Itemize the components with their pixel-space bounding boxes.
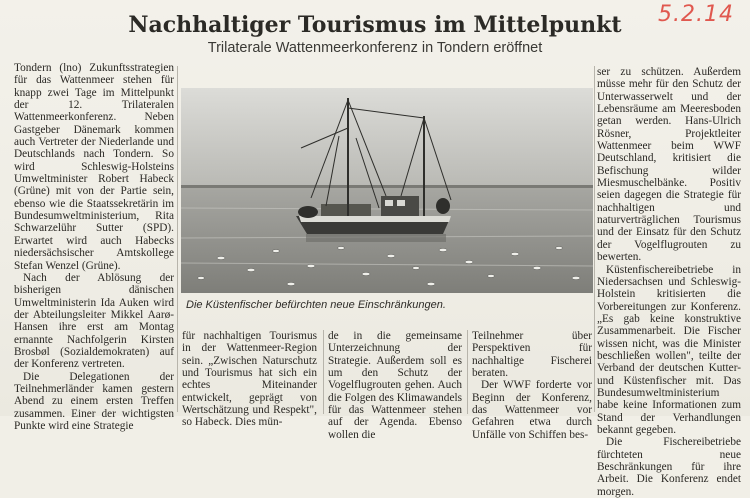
article-column-2: für nachhaltigen Tourismus in der Wattenmeer-Region sein. „Zwischen Naturschutz und Tourismus hat sich ein echtes Miteinander entwickelt, geprägt von Wertschätzung und Respekt", so Habeck. Dies mün- [182,330,317,429]
paragraph: Teilnehmer über Perspektiven für nachhaltige Fischerei beraten. [472,330,592,380]
article-column-1 [14,62,174,432]
paragraph: ser zu schützen. Außerdem müsse mehr für den Schutz der Unterwasserwelt und der Lebensräume am Meeresboden getan werden. Hans-Ulrich Rösner, Projektleiter Wattenmeer beim WWF Deutschland, kritisiert die Befischung wilder Miesmuschelbänke. Positiv seien dagegen die Strategie für nachhaltigen und naturverträglichen Tourismus und der Einsatz für den Schutz der Vogelflugrouten zu bewerten. [597,66,741,264]
headline: Nachhaltiger Tourismus im Mittelpunkt [128,12,622,38]
paragraph: Nach der Ablösung der bisherigen dänischen Umweltministerin Ida Auken wird der Abteilungsleiter Mikkel Aarø-Hansen ihre erst am Montag ernannte Nachfolgerin Kirsten Brosbøl (Sozialdemokraten) auf der Konferenz vertreten. [14,271,174,371]
paragraph: Küstenfischereibetriebe in Niedersachsen und Schleswig-Holstein kritisierten die Vorbereitungen zur Konferenz. „Es gab keine konstruktive Zusammenarbeit. Die Fischer wissen nicht, was die Minister beschließen wollen", teilte der Verband der deutschen Kutter- und Küstenfischer mit. Das Bundesumweltministerium habe keine Informationen zum Stand der Verhandlungen bekannt gegeben. [597,263,741,436]
article-column-4 [472,330,592,441]
paragraph: Der WWF forderte vor Beginn der Konferenz, das Wattenmeer vor Gefahren etwa durch Unfälle von Schiffen bes- [472,379,592,441]
photo-caption: Die Küstenfischer befürchten neue Einschränkungen. [186,299,446,311]
photo-fishing-boat [181,88,593,293]
column-rule [467,330,468,414]
column-rule [177,66,178,412]
article-column-3: de in die gemeinsame Unterzeichnung der Strategie. Außerdem soll es um den Schutz der Vogelflugrouten gehen. Auch die Folgen des Klimawandels für das Wattenmeer stehen auf der Agenda. Ebenso wollen die [328,330,462,441]
handwritten-date: 5.2.14 [658,2,734,27]
paragraph: Tondern (lno) Zukunftsstrategien für das Wattenmeer stehen für knapp zwei Tage im Mittelpunkt der 12. Trilateralen Wattenmeerkonferenz. Neben Gastgeber Dänemark kommen auch Vertreter der Niederlande und Deutschlands nach Tondern. So wird Schleswig-Holsteins Umweltminister Robert Habeck (Grüne) mit von der Partie sein, ebenso wie die Staatssekretärin im Bundesumweltministerium, Rita Schwarzelühr Sutter (SPD). Erwartet wird auch Habecks niedersächsischer Amtskollege Stefan Wenzel (Grüne). [14,62,174,272]
article-column-5 [597,66,741,498]
paragraph: Die Delegationen der Teilnehmerländer kamen gestern Abend zu einem ersten Treffen zusammen. Einer der wichtigsten Punkte wird eine Strategie [14,370,174,432]
subheadline: Trilaterale Wattenmeerkonferenz in Tondern eröffnet [207,40,543,56]
column-rule [323,330,324,414]
column-rule [594,66,595,412]
paragraph: Die Fischereibetriebe fürchteten neue Beschränkungen für ihre Arbeit. Die Konferenz endet morgen. [597,436,741,498]
fishing-boat-illustration [181,88,593,293]
